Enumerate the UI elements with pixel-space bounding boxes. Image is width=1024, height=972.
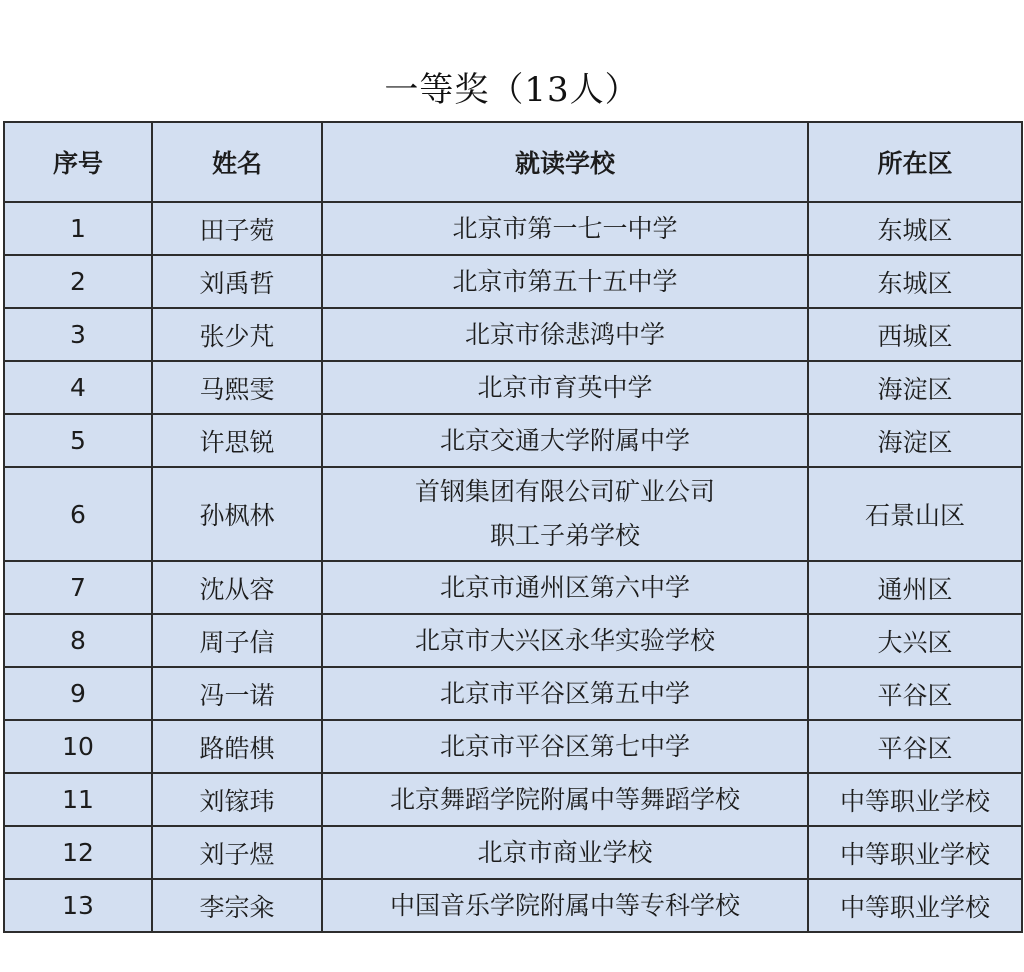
cell-name: 刘子煜 xyxy=(152,826,322,879)
table-row xyxy=(4,773,1022,826)
table-row xyxy=(4,561,1022,614)
cell-district: 平谷区 xyxy=(808,720,1022,773)
header-name: 姓名 xyxy=(152,122,322,202)
header-row xyxy=(4,122,1022,202)
cell-school xyxy=(322,773,808,826)
table-row xyxy=(4,614,1022,667)
page-title: 一等奖（13人） xyxy=(384,70,640,110)
cell-school xyxy=(322,614,808,667)
cell-district: 海淀区 xyxy=(808,414,1022,467)
cell-no: 11 xyxy=(4,773,152,826)
cell-no: 7 xyxy=(4,561,152,614)
cell-name: 田子菀 xyxy=(152,202,322,255)
cell-school xyxy=(322,414,808,467)
cell-no: 10 xyxy=(4,720,152,773)
header-district: 所在区 xyxy=(808,122,1022,202)
cell-school xyxy=(322,255,808,308)
cell-no: 3 xyxy=(4,308,152,361)
cell-name: 孙枫林 xyxy=(152,467,322,561)
table-row xyxy=(4,414,1022,467)
award-table xyxy=(3,121,1023,933)
table-row xyxy=(4,826,1022,879)
cell-no: 4 xyxy=(4,361,152,414)
cell-no: 5 xyxy=(4,414,152,467)
cell-school xyxy=(322,467,808,561)
school-line: 北京市平谷区第七中学 xyxy=(439,731,690,761)
school-line: 职工子弟学校 xyxy=(489,521,640,550)
cell-district: 通州区 xyxy=(808,561,1022,614)
cell-name: 沈从容 xyxy=(152,561,322,614)
cell-name: 李宗籴 xyxy=(152,879,322,932)
header-no: 序号 xyxy=(4,122,152,202)
cell-school xyxy=(322,202,808,255)
table-row xyxy=(4,467,1022,561)
school-line: 北京市商业学校 xyxy=(477,837,653,867)
table-row xyxy=(4,255,1022,308)
cell-district: 中等职业学校 xyxy=(808,826,1022,879)
cell-no: 12 xyxy=(4,826,152,879)
cell-no: 1 xyxy=(4,202,152,255)
school-line: 北京交通大学附属中学 xyxy=(439,425,690,455)
cell-name: 冯一诺 xyxy=(152,667,322,720)
table-row xyxy=(4,308,1022,361)
school-line: 首钢集团有限公司矿业公司 xyxy=(414,477,715,506)
cell-district: 中等职业学校 xyxy=(808,773,1022,826)
cell-school xyxy=(322,826,808,879)
cell-district: 中等职业学校 xyxy=(808,879,1022,932)
school-line: 北京市平谷区第五中学 xyxy=(439,678,690,708)
school-line: 中国音乐学院附属中等专科学校 xyxy=(389,890,740,920)
table-row xyxy=(4,361,1022,414)
school-line: 北京市通州区第六中学 xyxy=(439,572,690,602)
cell-district: 石景山区 xyxy=(808,467,1022,561)
header-school: 就读学校 xyxy=(322,122,808,202)
cell-name: 许思锐 xyxy=(152,414,322,467)
cell-school xyxy=(322,308,808,361)
cell-district: 东城区 xyxy=(808,202,1022,255)
table-row xyxy=(4,667,1022,720)
cell-school xyxy=(322,667,808,720)
cell-no: 13 xyxy=(4,879,152,932)
table-row xyxy=(4,202,1022,255)
cell-school xyxy=(322,879,808,932)
cell-district: 海淀区 xyxy=(808,361,1022,414)
cell-district: 西城区 xyxy=(808,308,1022,361)
table-row xyxy=(4,720,1022,773)
cell-name: 刘镓玮 xyxy=(152,773,322,826)
table-row xyxy=(4,879,1022,932)
school-line: 北京市第五十五中学 xyxy=(452,266,678,296)
cell-name: 周子信 xyxy=(152,614,322,667)
cell-name: 刘禹哲 xyxy=(152,255,322,308)
cell-school xyxy=(322,720,808,773)
school-line: 北京舞蹈学院附属中等舞蹈学校 xyxy=(389,784,740,814)
cell-no: 8 xyxy=(4,614,152,667)
school-line: 北京市育英中学 xyxy=(477,372,653,402)
cell-district: 东城区 xyxy=(808,255,1022,308)
cell-district: 平谷区 xyxy=(808,667,1022,720)
cell-name: 路皓棋 xyxy=(152,720,322,773)
cell-name: 马熙雯 xyxy=(152,361,322,414)
cell-school xyxy=(322,561,808,614)
cell-no: 2 xyxy=(4,255,152,308)
cell-school xyxy=(322,361,808,414)
cell-district: 大兴区 xyxy=(808,614,1022,667)
school-line: 北京市第一七一中学 xyxy=(452,213,678,243)
school-line: 北京市徐悲鸿中学 xyxy=(464,319,665,349)
cell-name: 张少芃 xyxy=(152,308,322,361)
cell-no: 9 xyxy=(4,667,152,720)
school-line: 北京市大兴区永华实验学校 xyxy=(414,625,715,655)
cell-no: 6 xyxy=(4,467,152,561)
